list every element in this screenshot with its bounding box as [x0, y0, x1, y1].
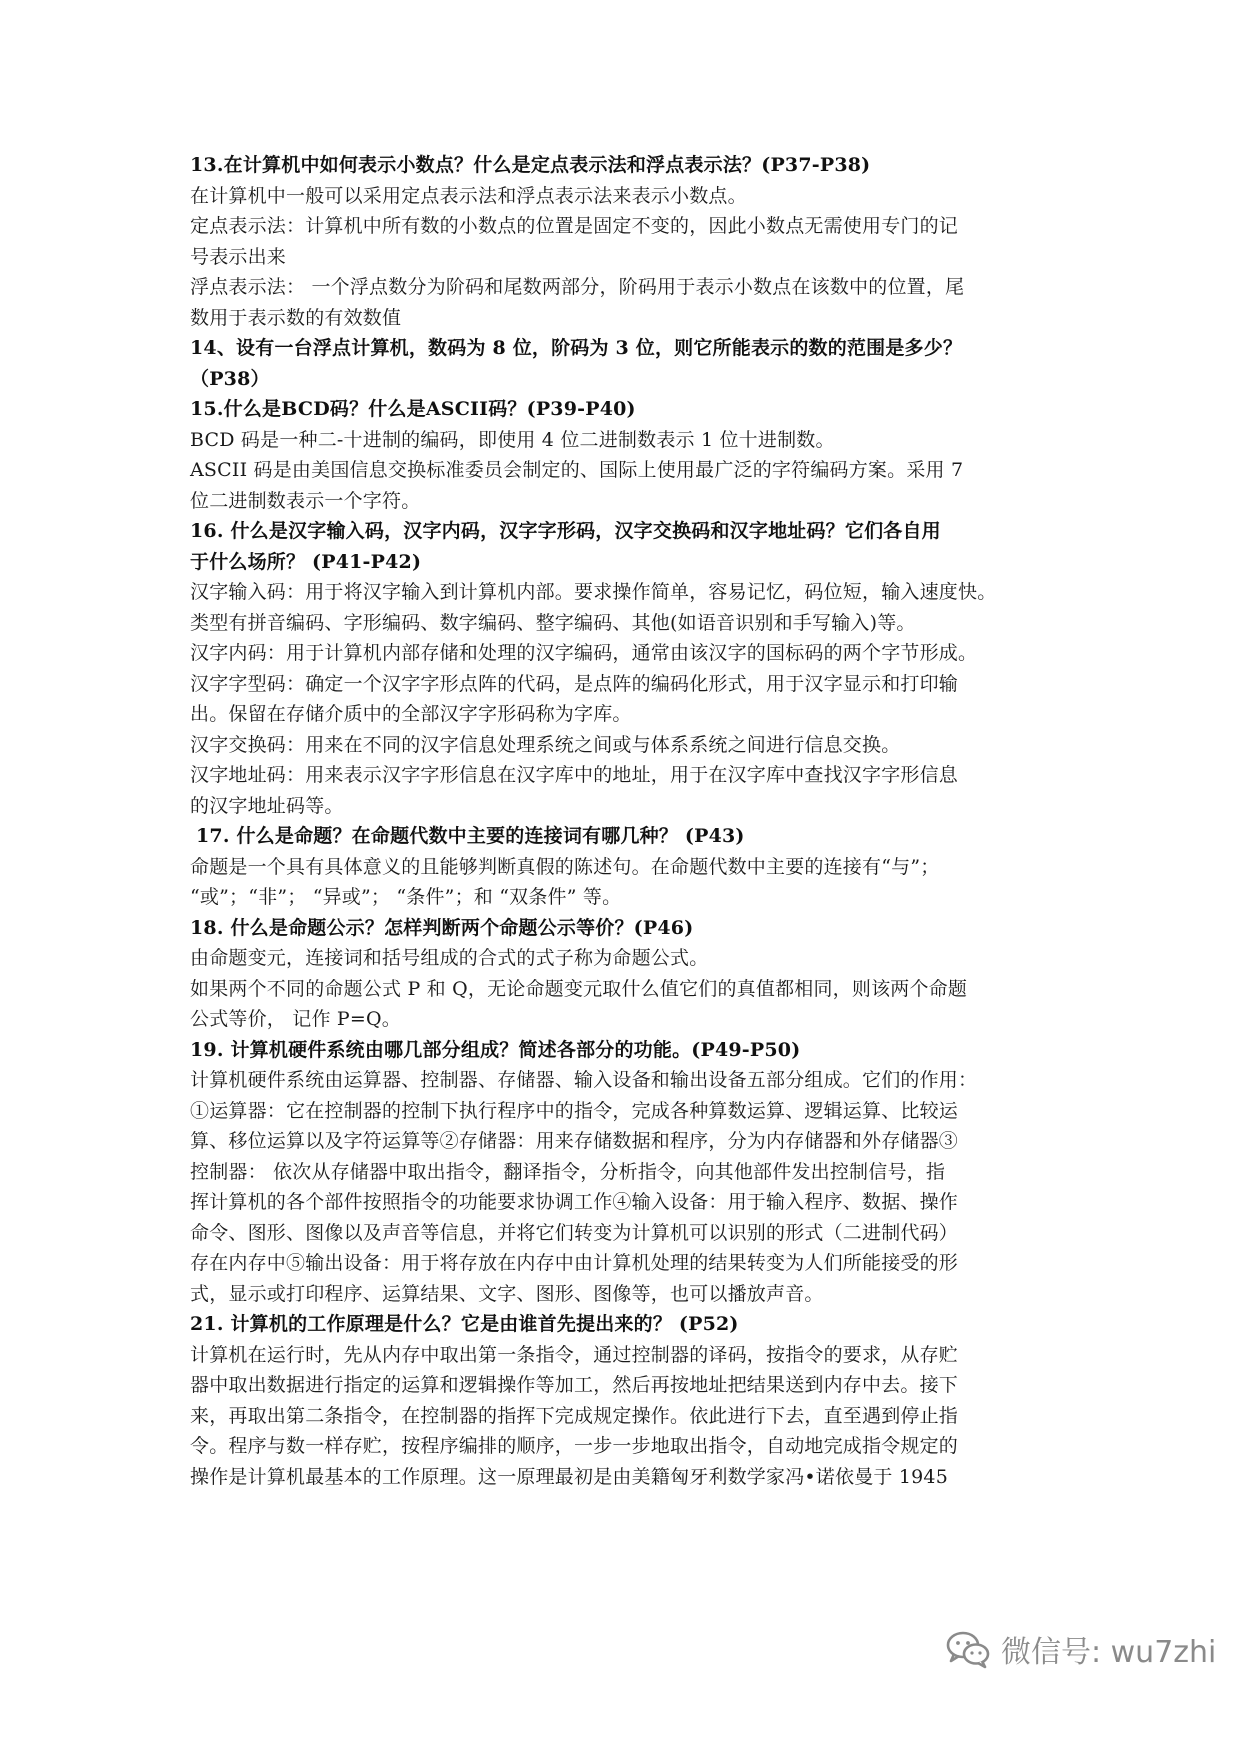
wechat-icon: [945, 1629, 991, 1669]
text-line: ASCII 码是由美国信息交换标准委员会制定的、国际上使用最广泛的字符编码方案。采用 7: [190, 459, 964, 481]
question-heading: 18. 什么是命题公示？怎样判断两个命题公示等价？(P46): [190, 916, 694, 939]
document-body: [190, 150, 1060, 1492]
text-line: 汉字内码：用于计算机内部存储和处理的汉字编码，通常由该汉字的国标码的两个字节形成。: [190, 642, 978, 664]
watermark-text: 微信号: wu7zhi: [1001, 1635, 1217, 1670]
text-line: BCD 码是一种二-十进制的编码，即使用 4 位二进制数表示 1 位十进制数。: [190, 428, 835, 451]
question-heading: 13.在计算机中如何表示小数点？什么是定点表示法和浮点表示法？(P37-P38): [190, 154, 871, 176]
text-line: 计算机在运行时，先从内存中取出第一条指令，通过控制器的译码，按指令的要求，从存贮: [190, 1343, 959, 1366]
text-line: 汉字字型码：确定一个汉字字形点阵的代码，是点阵的编码化形式，用于汉字显示和打印输: [190, 672, 959, 695]
question-heading: 15.什么是BCD码？什么是ASCII码？(P39-P40): [190, 398, 636, 420]
text-line: ①运算器：它在控制器的控制下执行程序中的指令，完成各种算数运算、逻辑运算、比较运: [190, 1099, 959, 1122]
text-line: 的汉字地址码等。: [190, 794, 344, 817]
text-line: 命令、图形、图像以及声音等信息，并将它们转变为计算机可以识别的形式（二进制代码）: [190, 1221, 959, 1244]
text-line: 浮点表示法： 一个浮点数分为阶码和尾数两部分，阶码用于表示小数点在该数中的位置，尾: [190, 276, 965, 298]
text-line: 命题是一个具有具体意义的且能够判断真假的陈述句。在命题代数中主要的连接有“与”；: [190, 855, 940, 878]
question-heading: 17. 什么是命题？在命题代数中主要的连接词有哪几种？ (P43): [196, 825, 745, 847]
question-heading: 于什么场所？ (P41-P42): [190, 550, 422, 573]
question-heading: 16. 什么是汉字输入码，汉字内码，汉字字形码，汉字交换码和汉字地址码？它们各自用: [190, 520, 941, 542]
text-line: 号表示出来: [190, 245, 287, 268]
question-heading: 19. 计算机硬件系统由哪几部分组成？简述各部分的功能。(P49-P50): [190, 1038, 801, 1061]
text-line: 由命题变元，连接词和括号组成的合式的式子称为命题公式。: [190, 947, 709, 969]
text-line: 操作是计算机最基本的工作原理。这一原理最初是由美籍匈牙利数学家冯•诺依曼于 1945: [190, 1465, 949, 1488]
question-heading: （P38）: [190, 367, 270, 390]
text-line: 式，显示或打印程序、运算结果、文字、图形、图像等，也可以播放声音。: [190, 1282, 824, 1305]
wechat-watermark: [945, 1624, 1216, 1674]
text-line: 存在内存中⑤输出设备：用于将存放在内存中由计算机处理的结果转变为人们所能接受的形: [190, 1252, 959, 1274]
text-line: 汉字输入码：用于将汉字输入到计算机内部。要求操作简单，容易记忆，码位短，输入速度快。: [190, 581, 997, 603]
text-line: 计算机硬件系统由运算器、控制器、存储器、输入设备和输出设备五部分组成。它们的作用：: [190, 1069, 978, 1091]
text-line: 数用于表示数的有效数值: [190, 306, 402, 329]
text-line: 来，再取出第二条指令，在控制器的指挥下完成规定操作。依此进行下去，直至遇到停止指: [190, 1404, 959, 1427]
text-line: 定点表示法：计算机中所有数的小数点的位置是固定不变的，因此小数点无需使用专门的记: [190, 215, 959, 237]
text-line: 类型有拼音编码、字形编码、数字编码、整字编码、其他(如语音识别和手写输入)等。: [190, 611, 916, 634]
text-line: 算、移位运算以及字符运算等②存储器：用来存储数据和程序，分为内存储器和外存储器③: [190, 1130, 959, 1152]
question-heading: 14、设有一台浮点计算机，数码为 8 位，阶码为 3 位，则它所能表示的数的范围是多少？: [190, 337, 963, 359]
text-line: 控制器： 依次从存储器中取出指令，翻译指令，分析指令，向其他部件发出控制信号，指: [190, 1160, 946, 1183]
text-line: 出。保留在存储介质中的全部汉字字形码称为字库。: [190, 703, 632, 725]
text-line: 如果两个不同的命题公式 P 和 Q，无论命题变元取什么值它们的真值都相同，则该两个命题: [190, 977, 968, 1000]
text-line: “或”；“非”； “异或”； “条件”；和 “双条件” 等。: [190, 886, 622, 908]
text-line: 公式等价， 记作 P=Q。: [190, 1008, 401, 1030]
text-line: 挥计算机的各个部件按照指令的功能要求协调工作④输入设备：用于输入程序、数据、操作: [190, 1191, 959, 1213]
text-line: 器中取出数据进行指定的运算和逻辑操作等加工，然后再按地址把结果送到内存中去。接下: [190, 1374, 959, 1396]
text-line: 位二进制数表示一个字符。: [190, 489, 421, 512]
text-line: 令。程序与数一样存贮，按程序编排的顺序，一步一步地取出指令，自动地完成指令规定的: [190, 1435, 959, 1457]
question-heading: 21. 计算机的工作原理是什么？它是由谁首先提出来的？ (P52): [190, 1313, 739, 1335]
text-line: 汉字地址码：用来表示汉字字形信息在汉字库中的地址，用于在汉字库中查找汉字字形信息: [190, 764, 959, 786]
text-line: 在计算机中一般可以采用定点表示法和浮点表示法来表示小数点。: [190, 184, 747, 207]
text-line: 汉字交换码：用来在不同的汉字信息处理系统之间或与体系系统之间进行信息交换。: [190, 733, 901, 756]
